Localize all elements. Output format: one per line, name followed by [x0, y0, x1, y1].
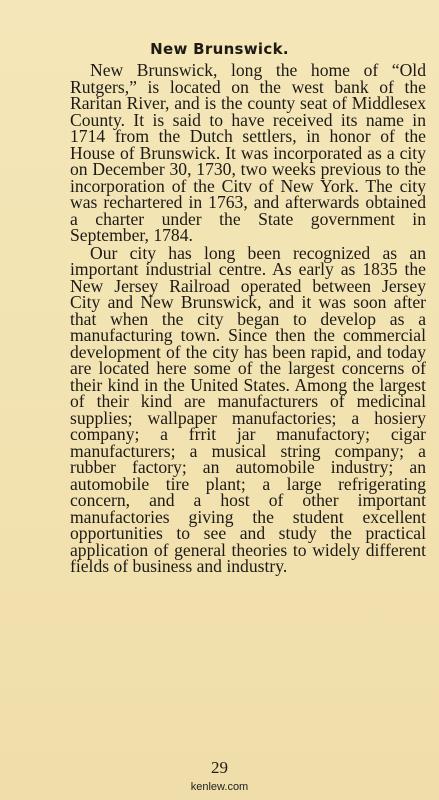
watermark-text: kenlew.com — [190, 781, 249, 793]
paragraph-industry: Our city has long been recognized as an important industrial centre. As early as 1835 the New Jersey Railroad operated between Jersey City and New Brunswick, and it was soon after that when the city began to develop as a manufacturing town. Since then the commercial development of the city has been rapid, and today are located here some of the largest concerns of their kind in the United States. Among the largest of their kind are manufacturers of medicinal supplies; wallpaper manufactories; a hosiery company; a frrit jar manufactory; cigar manufacturers; a musical string company; a rubber factory; an automobile industry; an automobile tire plant; a large refrigerating concern, and a host of other important manufactories giving the student excellent opportunities to see and study the practical application of general theories to widely different fields of business and industry. — [70, 242, 426, 576]
page-title: New Brunswick. — [150, 40, 289, 58]
paragraph-history: New Brunswick, long the home of “Old Rutgers,” is located on the west bank of the Raritan River, and is the county seat of Middlesex County. It is said to have received its name in 1714 from the Dutch settlers, in honor of the House of Brunswick. It was incorporated as a city on December 30, 1730, two weeks previous to the incorporation of the Citv of New York. The city was rechartered in 1763, and afterwards obtained a charter under the State government in September, 1784. — [70, 60, 426, 245]
article-body — [70, 62, 426, 575]
page-number: 29 — [211, 758, 228, 777]
